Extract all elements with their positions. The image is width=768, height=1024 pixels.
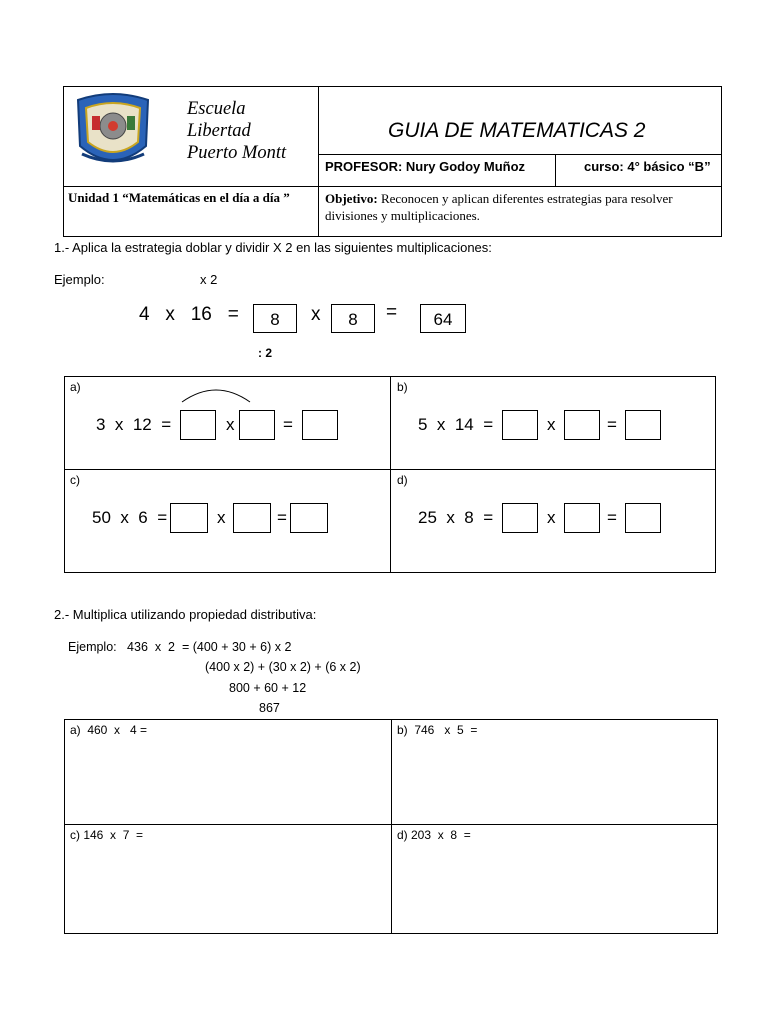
- answer-box-a2[interactable]: [239, 410, 275, 440]
- expression-a: 3 x 12 =: [96, 415, 172, 434]
- answer-box-d1[interactable]: [502, 503, 538, 533]
- answer-box-c3[interactable]: [290, 503, 328, 533]
- answer-box-d2[interactable]: [564, 503, 600, 533]
- page-title: GUIA DE MATEMATICAS 2: [388, 119, 646, 142]
- exercise-grid-1: [64, 376, 716, 573]
- profesor-label: PROFESOR: Nury Godoy Muñoz: [325, 159, 526, 174]
- answer-box-c2[interactable]: [233, 503, 271, 533]
- answer-box-b2[interactable]: [564, 410, 600, 440]
- example-box-2: 8: [331, 304, 375, 333]
- equals-d: =: [607, 508, 617, 527]
- answer-box-a1[interactable]: [180, 410, 216, 440]
- distributive-example-line: 867: [259, 701, 280, 715]
- distributive-example-line: 800 + 60 + 12: [229, 681, 307, 695]
- arc-mark: [180, 384, 252, 404]
- distributive-example-line: Ejemplo: 436 x 2 = (400 + 30 + 6) x 2: [68, 640, 292, 654]
- cell-label-a: a): [70, 380, 81, 394]
- half-label: : 2: [258, 346, 273, 360]
- times-d: x: [547, 508, 556, 527]
- distributive-cell-d: d) 203 x 8 =: [397, 828, 471, 842]
- distributive-cell-b: b) 746 x 5 =: [397, 723, 478, 737]
- answer-box-b3[interactable]: [625, 410, 661, 440]
- section2-instruction: 2.- Multiplica utilizando propiedad distributiva:: [54, 607, 317, 622]
- expression-d: 25 x 8 =: [418, 508, 494, 527]
- objetivo-text: Reconocen y aplican diferentes estrategias para resolver divisiones y multiplicaciones.: [325, 191, 673, 223]
- equals-c: =: [277, 508, 287, 527]
- equals-b: =: [607, 415, 617, 434]
- distributive-cell-c: c) 146 x 7 =: [70, 828, 144, 842]
- school-name: [187, 98, 286, 164]
- example-expression: 4 x 16 =: [139, 304, 239, 325]
- cell-label-d: d): [397, 473, 408, 487]
- example-times: x: [311, 304, 321, 325]
- answer-box-b1[interactable]: [502, 410, 538, 440]
- school-logo: [72, 90, 154, 170]
- cell-label-c: c): [70, 473, 80, 487]
- example-equals: =: [386, 302, 398, 323]
- example-box-3: 64: [420, 304, 466, 333]
- cell-label-b: b): [397, 380, 408, 394]
- school-line: Puerto Montt: [187, 143, 287, 163]
- expression-c: 50 x 6 =: [92, 508, 168, 527]
- answer-box-a3[interactable]: [302, 410, 338, 440]
- example-label: Ejemplo:: [54, 272, 105, 287]
- objetivo-label: Objetivo:: [325, 191, 378, 206]
- answer-box-c1[interactable]: [170, 503, 208, 533]
- equals-a: =: [283, 415, 293, 434]
- times-a: x: [226, 415, 235, 434]
- exercise-grid-2: [64, 719, 718, 934]
- unidad-label: Unidad 1 “Matemáticas en el día a día ”: [68, 190, 290, 205]
- double-label: x 2: [200, 272, 218, 287]
- times-c: x: [217, 508, 226, 527]
- section1-instruction: 1.- Aplica la estrategia doblar y dividir X 2 en las siguientes multiplicaciones:: [54, 240, 492, 255]
- example-box-1: 8: [253, 304, 297, 333]
- objetivo: [325, 190, 715, 224]
- distributive-cell-a: a) 460 x 4 =: [70, 723, 148, 737]
- times-b: x: [547, 415, 556, 434]
- school-line: Escuela: [187, 99, 246, 119]
- expression-b: 5 x 14 =: [418, 415, 494, 434]
- school-line: Libertad: [187, 121, 251, 141]
- answer-box-d3[interactable]: [625, 503, 661, 533]
- distributive-example-line: (400 x 2) + (30 x 2) + (6 x 2): [205, 660, 361, 674]
- curso-label: curso: 4° básico “B”: [584, 159, 711, 174]
